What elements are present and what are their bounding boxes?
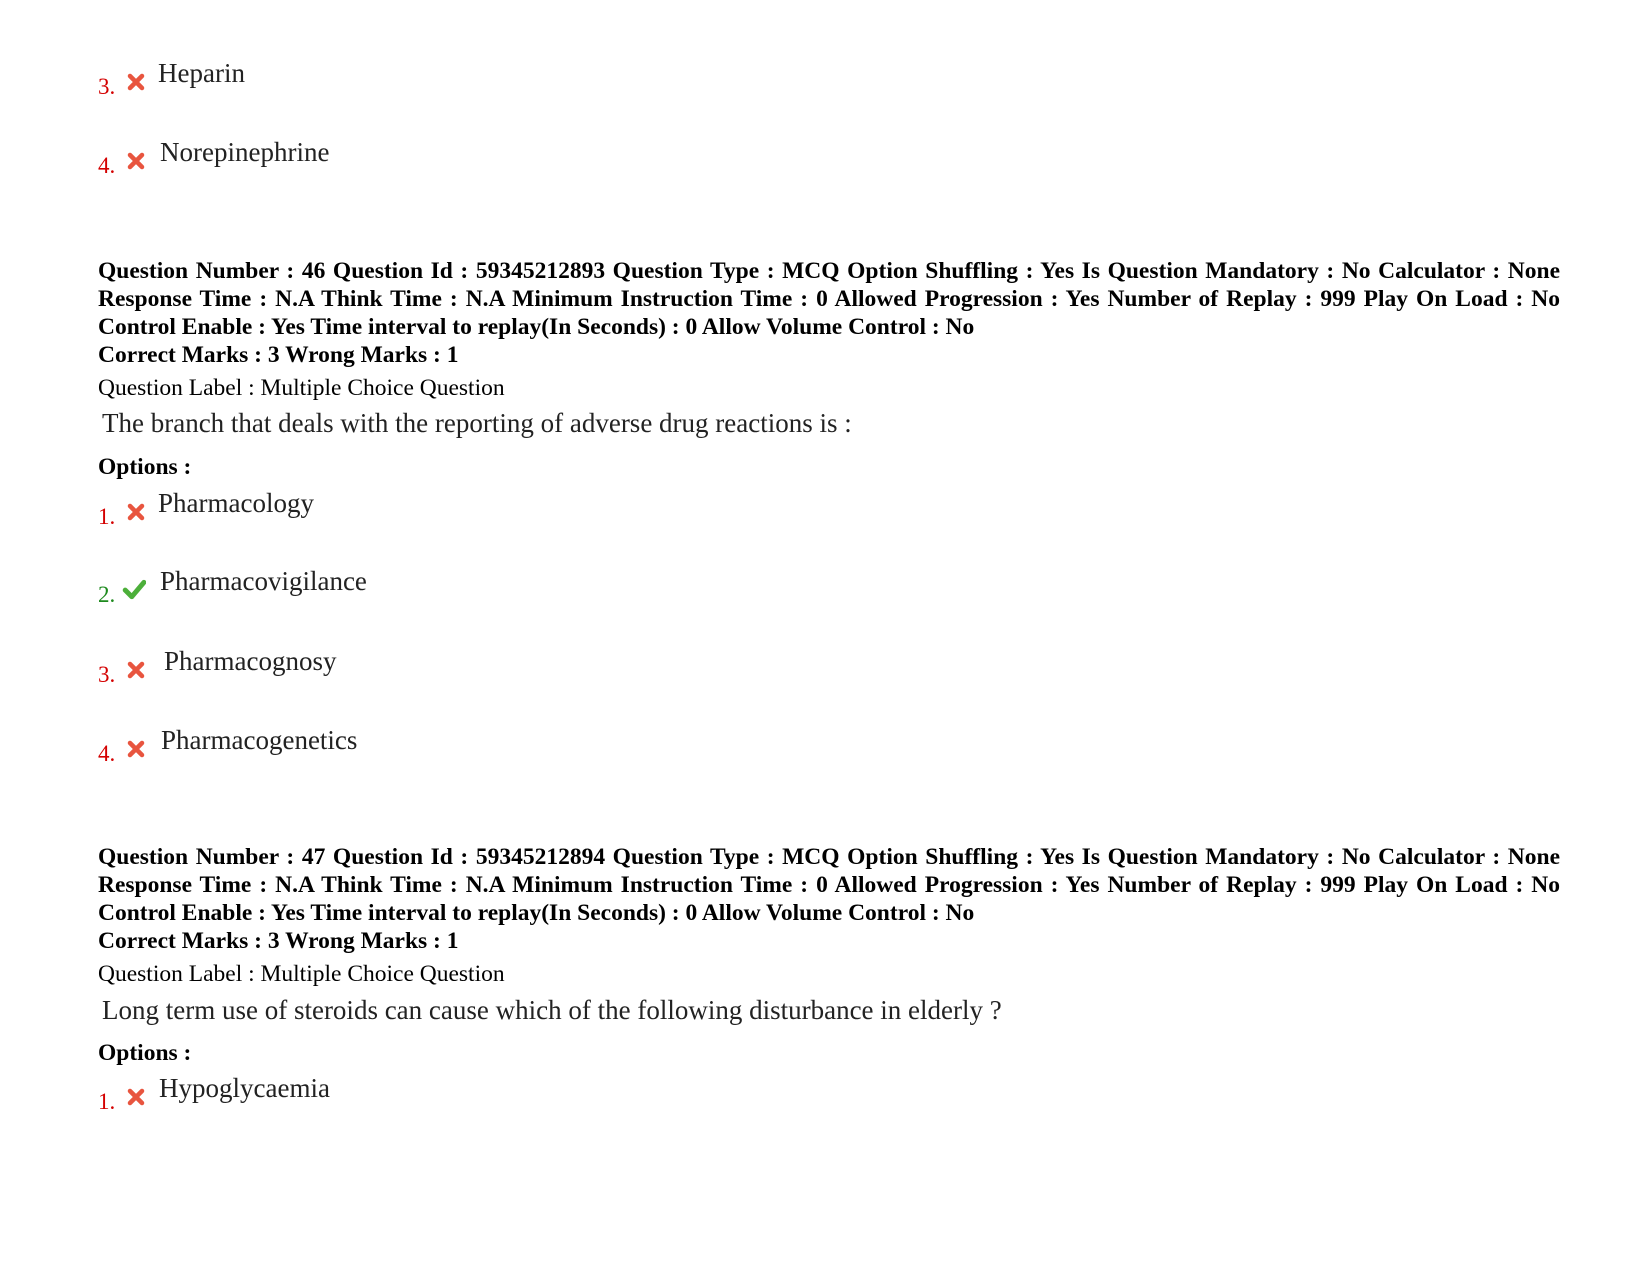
option-text: Heparin bbox=[158, 58, 245, 88]
option-number: 4. bbox=[98, 741, 116, 766]
cross-icon bbox=[126, 502, 146, 522]
option-text: Pharmacognosy bbox=[164, 646, 337, 676]
cross-icon bbox=[126, 1087, 146, 1107]
option-text: Pharmacogenetics bbox=[161, 725, 358, 755]
option-number: 4. bbox=[98, 153, 116, 178]
question-text: The branch that deals with the reporting of adverse drug reactions is : bbox=[102, 408, 852, 438]
option-text: Norepinephrine bbox=[160, 137, 330, 167]
question-meta: Question Number : 47 Question Id : 59345212894 Question Type : MCQ Option Shuffling : Yes Is Question Mandatory : No Calculator : None Response Time : N.A Think Time : N.A Minimum Instruction Time : 0 Allowed Progression : Yes Number of Replay : 999 Play On Load : No Control Enable : Yes Time interval to replay(In Seconds) : 0 Allow Volume Control : No bbox=[98, 844, 1560, 926]
option-text: Pharmacovigilance bbox=[160, 566, 367, 596]
question-meta: Question Number : 46 Question Id : 59345212893 Question Type : MCQ Option Shuffling : Yes Is Question Mandatory : No Calculator : None Response Time : N.A Think Time : N.A Minimum Instruction Time : 0 Allowed Progression : Yes Number of Replay : 999 Play On Load : No Control Enable : Yes Time interval to replay(In Seconds) : 0 Allow Volume Control : No bbox=[98, 258, 1560, 340]
cross-icon bbox=[126, 660, 146, 680]
question-label: Question Label : Multiple Choice Question bbox=[98, 375, 505, 401]
question-text: Long term use of steroids can cause which of the following disturbance in elderly ? bbox=[102, 995, 1002, 1025]
option-item bbox=[98, 137, 898, 181]
option-number: 3. bbox=[98, 662, 116, 687]
cross-icon bbox=[126, 739, 146, 759]
option-number: 1. bbox=[98, 504, 116, 529]
option-number: 1. bbox=[98, 1089, 116, 1114]
option-item bbox=[98, 725, 898, 769]
question-marks: Correct Marks : 3 Wrong Marks : 1 bbox=[98, 928, 459, 954]
options-heading: Options : bbox=[98, 454, 192, 480]
option-text: Pharmacology bbox=[158, 488, 314, 518]
option-item bbox=[98, 488, 898, 532]
question-marks: Correct Marks : 3 Wrong Marks : 1 bbox=[98, 342, 459, 368]
option-number: 2. bbox=[98, 582, 116, 607]
cross-icon bbox=[126, 151, 146, 171]
cross-icon bbox=[126, 72, 146, 92]
checkmark-icon bbox=[122, 578, 146, 600]
question-label: Question Label : Multiple Choice Question bbox=[98, 961, 505, 987]
option-item bbox=[98, 566, 898, 610]
option-text: Hypoglycaemia bbox=[159, 1073, 330, 1103]
option-item bbox=[98, 1073, 898, 1117]
options-heading: Options : bbox=[98, 1040, 192, 1066]
option-number: 3. bbox=[98, 74, 116, 99]
option-item bbox=[98, 58, 898, 102]
option-item bbox=[98, 646, 898, 690]
